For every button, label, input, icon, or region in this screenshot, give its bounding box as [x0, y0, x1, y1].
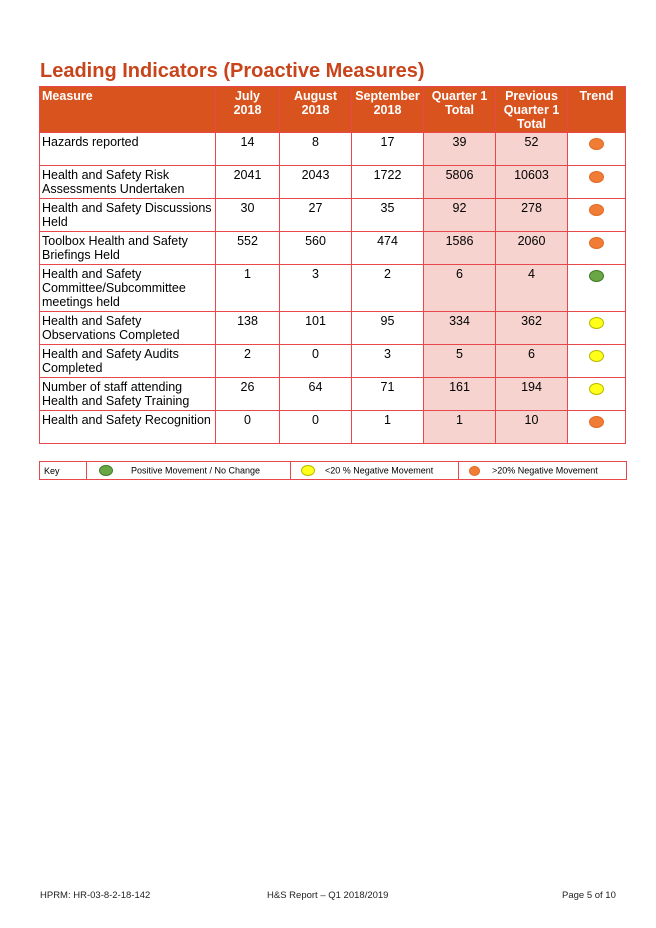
cell-q1-total: 1586: [424, 232, 496, 265]
cell-previous-q1-total: 10603: [496, 166, 568, 199]
cell-previous-q1-total: 10: [496, 411, 568, 444]
table-row: [40, 199, 626, 232]
orange-circle-icon: [469, 466, 480, 476]
cell-trend: [568, 265, 626, 312]
cell-august: 64: [280, 378, 352, 411]
cell-q1-total: 161: [424, 378, 496, 411]
trend-indicator-icon: [589, 204, 604, 216]
trend-indicator-icon: [589, 317, 604, 329]
cell-q1-total: 6: [424, 265, 496, 312]
table-row: [40, 411, 626, 444]
header-trend: Trend: [568, 87, 626, 133]
cell-measure: Health and Safety Observations Completed: [40, 312, 216, 345]
cell-september: 474: [352, 232, 424, 265]
cell-measure: Hazards reported: [40, 133, 216, 166]
cell-measure: Health and Safety Risk Assessments Undertaken: [40, 166, 216, 199]
cell-july: 2: [216, 345, 280, 378]
cell-q1-total: 1: [424, 411, 496, 444]
footer-page-number: Page 5 of 10: [562, 890, 616, 901]
cell-previous-q1-total: 2060: [496, 232, 568, 265]
cell-july: 0: [216, 411, 280, 444]
cell-september: 95: [352, 312, 424, 345]
header-july: July 2018: [216, 87, 280, 133]
cell-august: 0: [280, 411, 352, 444]
header-august: August 2018: [280, 87, 352, 133]
table-row: [40, 345, 626, 378]
yellow-circle-icon: [301, 465, 315, 476]
trend-indicator-icon: [589, 171, 604, 183]
cell-q1-total: 39: [424, 133, 496, 166]
cell-previous-q1-total: 194: [496, 378, 568, 411]
table-row: [40, 232, 626, 265]
header-q1-total: Quarter 1 Total: [424, 87, 496, 133]
cell-previous-q1-total: 4: [496, 265, 568, 312]
cell-september: 3: [352, 345, 424, 378]
cell-august: 3: [280, 265, 352, 312]
cell-measure: Health and Safety Recognition: [40, 411, 216, 444]
trend-indicator-icon: [589, 270, 604, 282]
cell-measure: Health and Safety Discussions Held: [40, 199, 216, 232]
trend-indicator-icon: [589, 416, 604, 428]
cell-september: 71: [352, 378, 424, 411]
cell-september: 35: [352, 199, 424, 232]
cell-trend: [568, 166, 626, 199]
cell-august: 560: [280, 232, 352, 265]
table-row: [40, 378, 626, 411]
footer-document-reference: HPRM: HR-03-8-2-18-142: [40, 890, 151, 901]
trend-indicator-icon: [589, 237, 604, 249]
cell-trend: [568, 345, 626, 378]
cell-previous-q1-total: 362: [496, 312, 568, 345]
cell-measure: Health and Safety Audits Completed: [40, 345, 216, 378]
cell-september: 1: [352, 411, 424, 444]
key-label: Key: [40, 462, 87, 480]
cell-previous-q1-total: 6: [496, 345, 568, 378]
cell-trend: [568, 378, 626, 411]
cell-september: 17: [352, 133, 424, 166]
cell-measure: Health and Safety Committee/Subcommittee meetings held: [40, 265, 216, 312]
cell-trend: [568, 411, 626, 444]
key-item-positive: Positive Movement / No Change: [87, 462, 291, 480]
header-measure: Measure: [40, 87, 216, 133]
cell-previous-q1-total: 52: [496, 133, 568, 166]
cell-july: 30: [216, 199, 280, 232]
cell-july: 2041: [216, 166, 280, 199]
cell-august: 27: [280, 199, 352, 232]
trend-indicator-icon: [589, 350, 604, 362]
legend-key: [39, 461, 627, 480]
table-row: [40, 166, 626, 199]
green-circle-icon: [99, 465, 113, 476]
cell-august: 101: [280, 312, 352, 345]
table-header: [40, 87, 626, 133]
table-row: [40, 312, 626, 345]
cell-august: 0: [280, 345, 352, 378]
key-item-minor-negative: <20 % Negative Movement: [291, 462, 459, 480]
cell-measure: Toolbox Health and Safety Briefings Held: [40, 232, 216, 265]
key-item-major-negative: >20% Negative Movement: [459, 462, 627, 480]
leading-indicators-table: [39, 86, 626, 444]
cell-september: 2: [352, 265, 424, 312]
footer-report-title: H&S Report – Q1 2018/2019: [267, 890, 389, 901]
cell-august: 8: [280, 133, 352, 166]
cell-previous-q1-total: 278: [496, 199, 568, 232]
cell-trend: [568, 232, 626, 265]
cell-q1-total: 5: [424, 345, 496, 378]
cell-trend: [568, 133, 626, 166]
cell-trend: [568, 199, 626, 232]
cell-july: 138: [216, 312, 280, 345]
cell-september: 1722: [352, 166, 424, 199]
cell-q1-total: 334: [424, 312, 496, 345]
trend-indicator-icon: [589, 138, 604, 150]
page-title: Leading Indicators (Proactive Measures): [40, 60, 425, 82]
cell-trend: [568, 312, 626, 345]
table-row: [40, 265, 626, 312]
cell-july: 1: [216, 265, 280, 312]
header-previous-q1-total: Previous Quarter 1 Total: [496, 87, 568, 133]
cell-q1-total: 5806: [424, 166, 496, 199]
trend-indicator-icon: [589, 383, 604, 395]
cell-measure: Number of staff attending Health and Safety Training: [40, 378, 216, 411]
header-september: September 2018: [352, 87, 424, 133]
cell-july: 26: [216, 378, 280, 411]
table-row: [40, 133, 626, 166]
cell-august: 2043: [280, 166, 352, 199]
cell-july: 14: [216, 133, 280, 166]
cell-july: 552: [216, 232, 280, 265]
cell-q1-total: 92: [424, 199, 496, 232]
